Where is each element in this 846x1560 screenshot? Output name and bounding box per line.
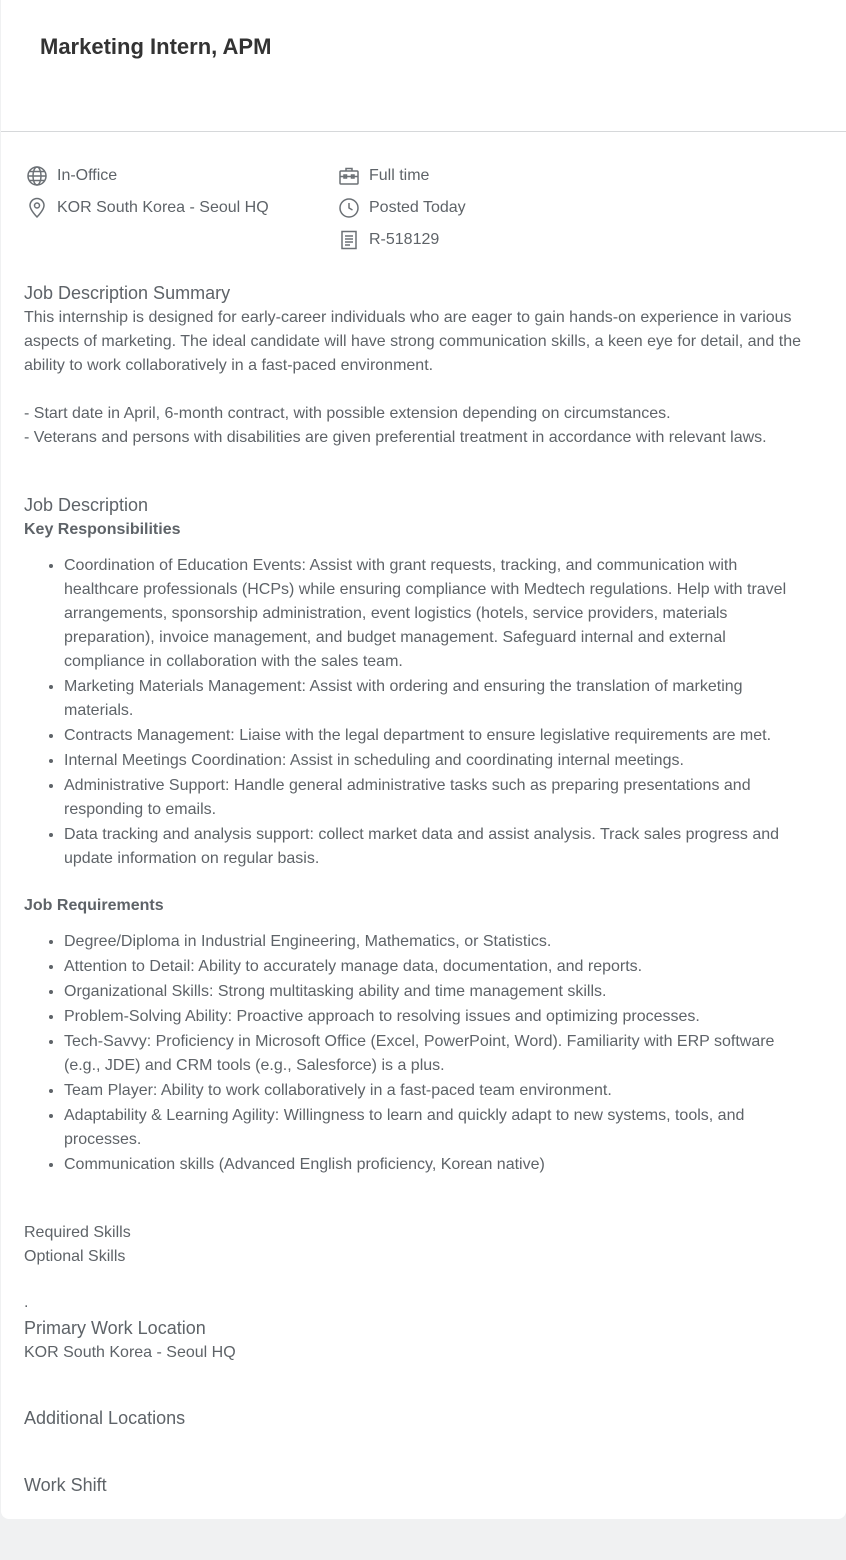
location-pin-icon	[25, 196, 49, 220]
primary-location-heading: Primary Work Location	[24, 1318, 206, 1338]
list-item: • Internal Meetings Coordination: Assist in scheduling and coordinating internal meetings.	[64, 749, 814, 773]
requirements-list	[24, 930, 814, 1177]
list-item: • Tech-Savvy: Proficiency in Microsoft Office (Excel, PowerPoint, Word). Familiarity with ERP software (e.g., JDE) and CRM tools (e.g., Salesforce) is a plus.	[64, 1030, 814, 1078]
required-skills-label: Required Skills	[24, 1224, 131, 1241]
summary-note: - Start date in April, 6-month contract, with possible extension depending on circumstances.	[24, 405, 671, 422]
posted-label: Posted Today	[369, 199, 466, 216]
briefcase-icon	[337, 164, 361, 188]
list-item: • Administrative Support: Handle general administrative tasks such as preparing presentations and responding to emails.	[64, 774, 814, 822]
list-item: • Degree/Diploma in Industrial Engineering, Mathematics, or Statistics.	[64, 930, 814, 954]
primary-location-value: KOR South Korea - Seoul HQ	[24, 1344, 236, 1361]
summary-note: - Veterans and persons with disabilities are given preferential treatment in accordance with relevant laws.	[24, 429, 767, 446]
employment-type-label: Full time	[369, 167, 430, 184]
list-item: • Organizational Skills: Strong multitasking ability and time management skills.	[64, 980, 814, 1004]
list-item: • Data tracking and analysis support: collect market data and assist analysis. Track sales progress and update information on regular basis.	[64, 823, 814, 871]
list-item: • Contracts Management: Liaise with the legal department to ensure legislative requirements are met.	[64, 724, 814, 748]
responsibilities-heading: Key Responsibilities	[24, 521, 181, 538]
globe-icon	[25, 164, 49, 188]
list-item: • Adaptability & Learning Agility: Willingness to learn and quickly adapt to new systems, tools, and processes.	[64, 1104, 814, 1152]
meta-location	[25, 196, 269, 220]
clock-icon	[337, 196, 361, 220]
requirements-heading: Job Requirements	[24, 897, 164, 914]
optional-skills-label: Optional Skills	[24, 1248, 126, 1265]
responsibilities-list	[24, 554, 814, 871]
list-item: • Communication skills (Advanced English proficiency, Korean native)	[64, 1153, 814, 1177]
work-shift-heading: Work Shift	[24, 1475, 107, 1495]
meta-work-mode	[25, 164, 117, 188]
job-posting-card	[1, 0, 846, 1519]
job-content	[24, 280, 814, 1498]
meta-posted	[337, 196, 466, 220]
job-header	[1, 0, 846, 132]
description-heading: Job Description	[24, 495, 149, 515]
skills-separator-dot: .	[24, 1294, 29, 1311]
job-title: Marketing Intern, APM	[40, 34, 272, 59]
list-item: • Problem-Solving Ability: Proactive approach to resolving issues and optimizing processes.	[64, 1005, 814, 1029]
summary-heading: Job Description Summary	[24, 283, 231, 303]
list-item: • Team Player: Ability to work collaboratively in a fast-paced team environment.	[64, 1079, 814, 1103]
document-icon	[337, 228, 361, 252]
list-item: • Coordination of Education Events: Assist with grant requests, tracking, and communication with healthcare professionals (HCPs) while ensuring compliance with Medtech regulations. Help with travel arrangements, sponsorship administration, event logistics (hotels, service providers, materials preparation), invoice management, and budget management. Safeguard internal and external compliance in collaboration with the sales team.	[64, 554, 814, 674]
location-label: KOR South Korea - Seoul HQ	[57, 199, 269, 216]
list-item: • Attention to Detail: Ability to accurately manage data, documentation, and reports.	[64, 955, 814, 979]
meta-requisition-id	[337, 228, 439, 252]
list-item: • Marketing Materials Management: Assist with ordering and ensuring the translation of marketing materials.	[64, 675, 814, 723]
meta-employment-type	[337, 164, 429, 188]
additional-locations-heading: Additional Locations	[24, 1408, 186, 1428]
summary-paragraph: This internship is designed for early-career individuals who are eager to gain hands-on experience in various aspects of marketing. The ideal candidate will have strong communication skills, a keen eye for detail, and the ability to work collaboratively in a fast-paced environment.	[24, 309, 802, 374]
requisition-id-label: R-518129	[369, 231, 440, 248]
work-mode-label: In-Office	[57, 167, 118, 184]
